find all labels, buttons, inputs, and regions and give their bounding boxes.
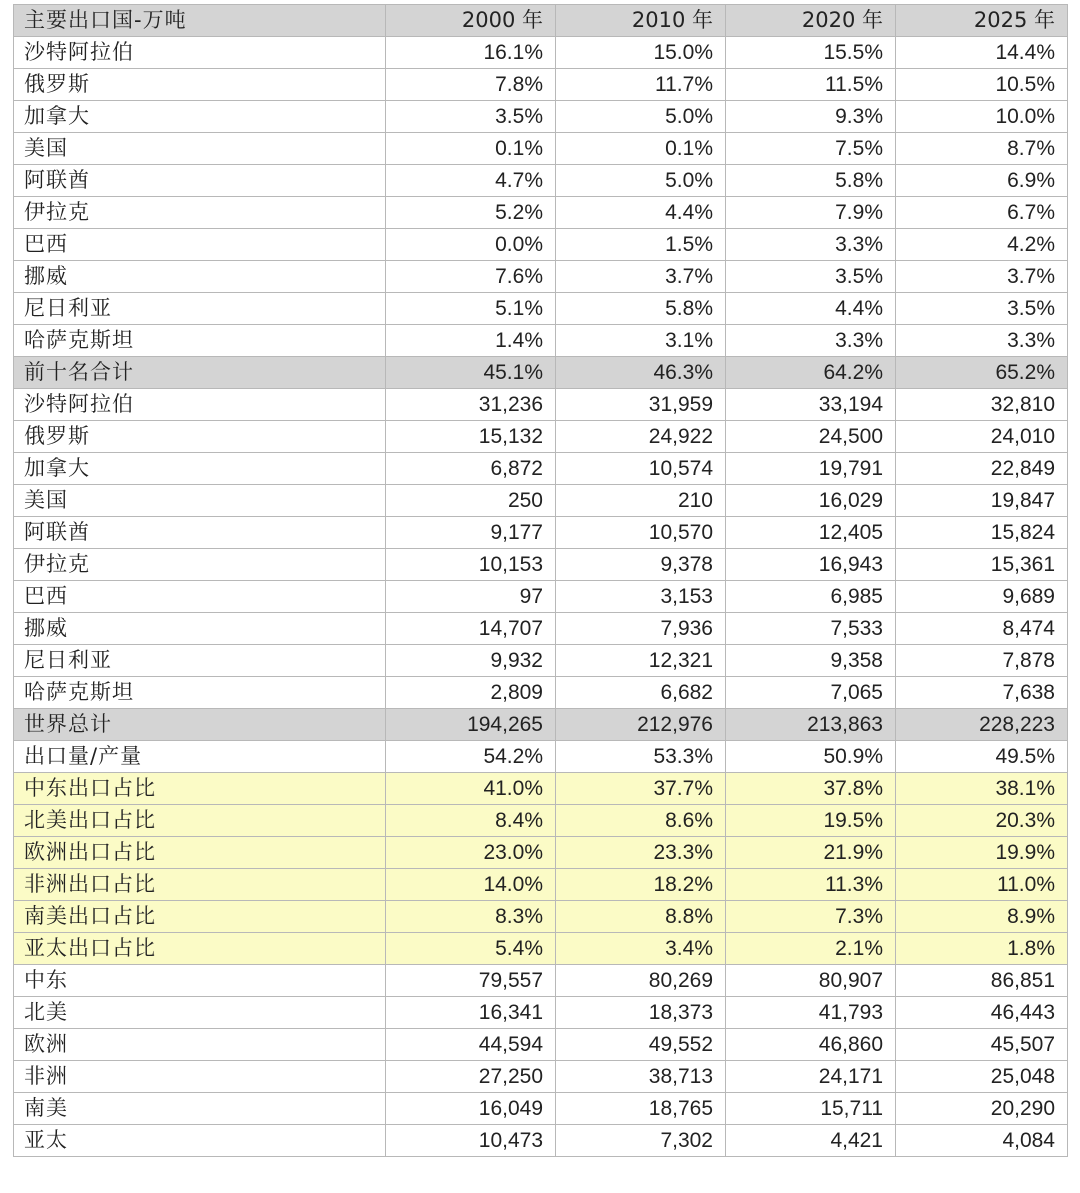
cell-value: 18.2%	[556, 869, 726, 901]
cell-value: 15,361	[896, 549, 1068, 581]
cell-value: 45.1%	[386, 357, 556, 389]
cell-value: 3.5%	[726, 261, 896, 293]
cell-value: 7,065	[726, 677, 896, 709]
cell-value: 50.9%	[726, 741, 896, 773]
table-row	[14, 805, 1068, 837]
cell-value: 27,250	[386, 1061, 556, 1093]
table-row	[14, 357, 1068, 389]
cell-value: 11.3%	[726, 869, 896, 901]
cell-value: 7.5%	[726, 133, 896, 165]
row-label: 世界总计	[14, 709, 386, 741]
cell-value: 8.7%	[896, 133, 1068, 165]
cell-value: 6,985	[726, 581, 896, 613]
cell-value: 8.9%	[896, 901, 1068, 933]
cell-value: 24,922	[556, 421, 726, 453]
cell-value: 45,507	[896, 1029, 1068, 1061]
cell-value: 16,943	[726, 549, 896, 581]
cell-value: 97	[386, 581, 556, 613]
cell-value: 6.9%	[896, 165, 1068, 197]
row-label: 伊拉克	[14, 197, 386, 229]
cell-value: 44,594	[386, 1029, 556, 1061]
table-row	[14, 133, 1068, 165]
cell-value: 15,824	[896, 517, 1068, 549]
cell-value: 15.0%	[556, 37, 726, 69]
cell-value: 24,010	[896, 421, 1068, 453]
cell-value: 5.8%	[556, 293, 726, 325]
table-row	[14, 69, 1068, 101]
row-label: 尼日利亚	[14, 645, 386, 677]
row-label: 南美	[14, 1093, 386, 1125]
header-label-column: 主要出口国-万吨	[14, 5, 386, 37]
cell-value: 24,500	[726, 421, 896, 453]
cell-value: 41.0%	[386, 773, 556, 805]
header-year-2020: 2020 年	[726, 5, 896, 37]
table-row	[14, 165, 1068, 197]
table-row	[14, 1029, 1068, 1061]
table-row	[14, 421, 1068, 453]
cell-value: 4,421	[726, 1125, 896, 1157]
cell-value: 5.0%	[556, 101, 726, 133]
cell-value: 7.6%	[386, 261, 556, 293]
cell-value: 11.5%	[726, 69, 896, 101]
row-label: 美国	[14, 485, 386, 517]
cell-value: 8.3%	[386, 901, 556, 933]
cell-value: 21.9%	[726, 837, 896, 869]
table-header	[14, 5, 1068, 37]
table-row	[14, 677, 1068, 709]
cell-value: 19.5%	[726, 805, 896, 837]
cell-value: 80,269	[556, 965, 726, 997]
cell-value: 5.4%	[386, 933, 556, 965]
table-row	[14, 325, 1068, 357]
cell-value: 18,765	[556, 1093, 726, 1125]
row-label: 阿联酋	[14, 517, 386, 549]
row-label: 沙特阿拉伯	[14, 389, 386, 421]
table-row	[14, 997, 1068, 1029]
row-label: 加拿大	[14, 453, 386, 485]
row-label: 亚太出口占比	[14, 933, 386, 965]
cell-value: 79,557	[386, 965, 556, 997]
row-label: 北美出口占比	[14, 805, 386, 837]
row-label: 巴西	[14, 581, 386, 613]
cell-value: 16,029	[726, 485, 896, 517]
row-label: 亚太	[14, 1125, 386, 1157]
cell-value: 213,863	[726, 709, 896, 741]
table-row	[14, 549, 1068, 581]
cell-value: 5.2%	[386, 197, 556, 229]
cell-value: 53.3%	[556, 741, 726, 773]
cell-value: 8,474	[896, 613, 1068, 645]
export-data-table	[13, 4, 1068, 1157]
cell-value: 46,860	[726, 1029, 896, 1061]
cell-value: 80,907	[726, 965, 896, 997]
cell-value: 31,236	[386, 389, 556, 421]
row-label: 中东	[14, 965, 386, 997]
row-label: 阿联酋	[14, 165, 386, 197]
row-label: 出口量/产量	[14, 741, 386, 773]
cell-value: 10,153	[386, 549, 556, 581]
cell-value: 20.3%	[896, 805, 1068, 837]
table-row	[14, 965, 1068, 997]
cell-value: 3.1%	[556, 325, 726, 357]
cell-value: 65.2%	[896, 357, 1068, 389]
table-row	[14, 581, 1068, 613]
cell-value: 3.3%	[726, 229, 896, 261]
cell-value: 54.2%	[386, 741, 556, 773]
cell-value: 5.8%	[726, 165, 896, 197]
cell-value: 19,791	[726, 453, 896, 485]
cell-value: 37.8%	[726, 773, 896, 805]
cell-value: 33,194	[726, 389, 896, 421]
cell-value: 7,533	[726, 613, 896, 645]
cell-value: 7.9%	[726, 197, 896, 229]
row-label: 非洲	[14, 1061, 386, 1093]
cell-value: 3.3%	[726, 325, 896, 357]
cell-value: 10,473	[386, 1125, 556, 1157]
cell-value: 4.7%	[386, 165, 556, 197]
row-label: 沙特阿拉伯	[14, 37, 386, 69]
row-label: 尼日利亚	[14, 293, 386, 325]
table-row	[14, 869, 1068, 901]
cell-value: 9.3%	[726, 101, 896, 133]
cell-value: 32,810	[896, 389, 1068, 421]
cell-value: 0.1%	[556, 133, 726, 165]
table-row	[14, 933, 1068, 965]
cell-value: 8.8%	[556, 901, 726, 933]
cell-value: 9,689	[896, 581, 1068, 613]
row-label: 挪威	[14, 613, 386, 645]
table-row	[14, 229, 1068, 261]
cell-value: 11.7%	[556, 69, 726, 101]
cell-value: 3.5%	[386, 101, 556, 133]
table-row	[14, 389, 1068, 421]
cell-value: 5.1%	[386, 293, 556, 325]
cell-value: 12,321	[556, 645, 726, 677]
cell-value: 18,373	[556, 997, 726, 1029]
cell-value: 5.0%	[556, 165, 726, 197]
cell-value: 20,290	[896, 1093, 1068, 1125]
cell-value: 12,405	[726, 517, 896, 549]
cell-value: 210	[556, 485, 726, 517]
cell-value: 7.8%	[386, 69, 556, 101]
cell-value: 10,574	[556, 453, 726, 485]
header-year-2025: 2025 年	[896, 5, 1068, 37]
cell-value: 7,302	[556, 1125, 726, 1157]
cell-value: 14,707	[386, 613, 556, 645]
cell-value: 25,048	[896, 1061, 1068, 1093]
cell-value: 3,153	[556, 581, 726, 613]
row-label: 中东出口占比	[14, 773, 386, 805]
cell-value: 22,849	[896, 453, 1068, 485]
cell-value: 16.1%	[386, 37, 556, 69]
cell-value: 37.7%	[556, 773, 726, 805]
row-label: 北美	[14, 997, 386, 1029]
table-row	[14, 709, 1068, 741]
cell-value: 38.1%	[896, 773, 1068, 805]
table-row	[14, 613, 1068, 645]
cell-value: 31,959	[556, 389, 726, 421]
table-row	[14, 453, 1068, 485]
cell-value: 7,936	[556, 613, 726, 645]
table-row	[14, 1125, 1068, 1157]
cell-value: 3.3%	[896, 325, 1068, 357]
row-label: 美国	[14, 133, 386, 165]
header-year-2000: 2000 年	[386, 5, 556, 37]
cell-value: 7,638	[896, 677, 1068, 709]
cell-value: 212,976	[556, 709, 726, 741]
cell-value: 3.7%	[556, 261, 726, 293]
cell-value: 3.7%	[896, 261, 1068, 293]
cell-value: 10.5%	[896, 69, 1068, 101]
cell-value: 250	[386, 485, 556, 517]
cell-value: 23.3%	[556, 837, 726, 869]
cell-value: 16,049	[386, 1093, 556, 1125]
table-row	[14, 645, 1068, 677]
table-body	[14, 37, 1068, 1157]
table-row	[14, 485, 1068, 517]
cell-value: 1.4%	[386, 325, 556, 357]
cell-value: 10.0%	[896, 101, 1068, 133]
cell-value: 1.8%	[896, 933, 1068, 965]
cell-value: 11.0%	[896, 869, 1068, 901]
row-label: 南美出口占比	[14, 901, 386, 933]
table-row	[14, 101, 1068, 133]
cell-value: 9,932	[386, 645, 556, 677]
table-row	[14, 1061, 1068, 1093]
cell-value: 16,341	[386, 997, 556, 1029]
cell-value: 4.4%	[726, 293, 896, 325]
cell-value: 19,847	[896, 485, 1068, 517]
table-row	[14, 741, 1068, 773]
cell-value: 19.9%	[896, 837, 1068, 869]
cell-value: 49.5%	[896, 741, 1068, 773]
cell-value: 9,358	[726, 645, 896, 677]
row-label: 加拿大	[14, 101, 386, 133]
cell-value: 4.2%	[896, 229, 1068, 261]
cell-value: 2.1%	[726, 933, 896, 965]
header-row	[14, 5, 1068, 37]
row-label: 俄罗斯	[14, 421, 386, 453]
table-row	[14, 1093, 1068, 1125]
table-row	[14, 293, 1068, 325]
row-label: 前十名合计	[14, 357, 386, 389]
row-label: 挪威	[14, 261, 386, 293]
cell-value: 0.1%	[386, 133, 556, 165]
cell-value: 8.4%	[386, 805, 556, 837]
cell-value: 7,878	[896, 645, 1068, 677]
cell-value: 0.0%	[386, 229, 556, 261]
cell-value: 3.4%	[556, 933, 726, 965]
header-year-2010: 2010 年	[556, 5, 726, 37]
cell-value: 49,552	[556, 1029, 726, 1061]
cell-value: 4,084	[896, 1125, 1068, 1157]
cell-value: 15,711	[726, 1093, 896, 1125]
cell-value: 6.7%	[896, 197, 1068, 229]
cell-value: 10,570	[556, 517, 726, 549]
table-row	[14, 773, 1068, 805]
cell-value: 6,682	[556, 677, 726, 709]
row-label: 巴西	[14, 229, 386, 261]
cell-value: 14.4%	[896, 37, 1068, 69]
cell-value: 15.5%	[726, 37, 896, 69]
cell-value: 46,443	[896, 997, 1068, 1029]
cell-value: 194,265	[386, 709, 556, 741]
cell-value: 3.5%	[896, 293, 1068, 325]
cell-value: 46.3%	[556, 357, 726, 389]
table-row	[14, 261, 1068, 293]
cell-value: 8.6%	[556, 805, 726, 837]
table-row	[14, 837, 1068, 869]
cell-value: 86,851	[896, 965, 1068, 997]
cell-value: 24,171	[726, 1061, 896, 1093]
table-row	[14, 517, 1068, 549]
table-row	[14, 901, 1068, 933]
cell-value: 14.0%	[386, 869, 556, 901]
cell-value: 7.3%	[726, 901, 896, 933]
row-label: 哈萨克斯坦	[14, 325, 386, 357]
cell-value: 9,378	[556, 549, 726, 581]
row-label: 俄罗斯	[14, 69, 386, 101]
row-label: 非洲出口占比	[14, 869, 386, 901]
cell-value: 2,809	[386, 677, 556, 709]
cell-value: 38,713	[556, 1061, 726, 1093]
cell-value: 1.5%	[556, 229, 726, 261]
cell-value: 228,223	[896, 709, 1068, 741]
row-label: 欧洲	[14, 1029, 386, 1061]
row-label: 欧洲出口占比	[14, 837, 386, 869]
cell-value: 6,872	[386, 453, 556, 485]
row-label: 伊拉克	[14, 549, 386, 581]
cell-value: 23.0%	[386, 837, 556, 869]
table-row	[14, 197, 1068, 229]
table-row	[14, 37, 1068, 69]
cell-value: 15,132	[386, 421, 556, 453]
cell-value: 41,793	[726, 997, 896, 1029]
cell-value: 9,177	[386, 517, 556, 549]
cell-value: 4.4%	[556, 197, 726, 229]
cell-value: 64.2%	[726, 357, 896, 389]
row-label: 哈萨克斯坦	[14, 677, 386, 709]
